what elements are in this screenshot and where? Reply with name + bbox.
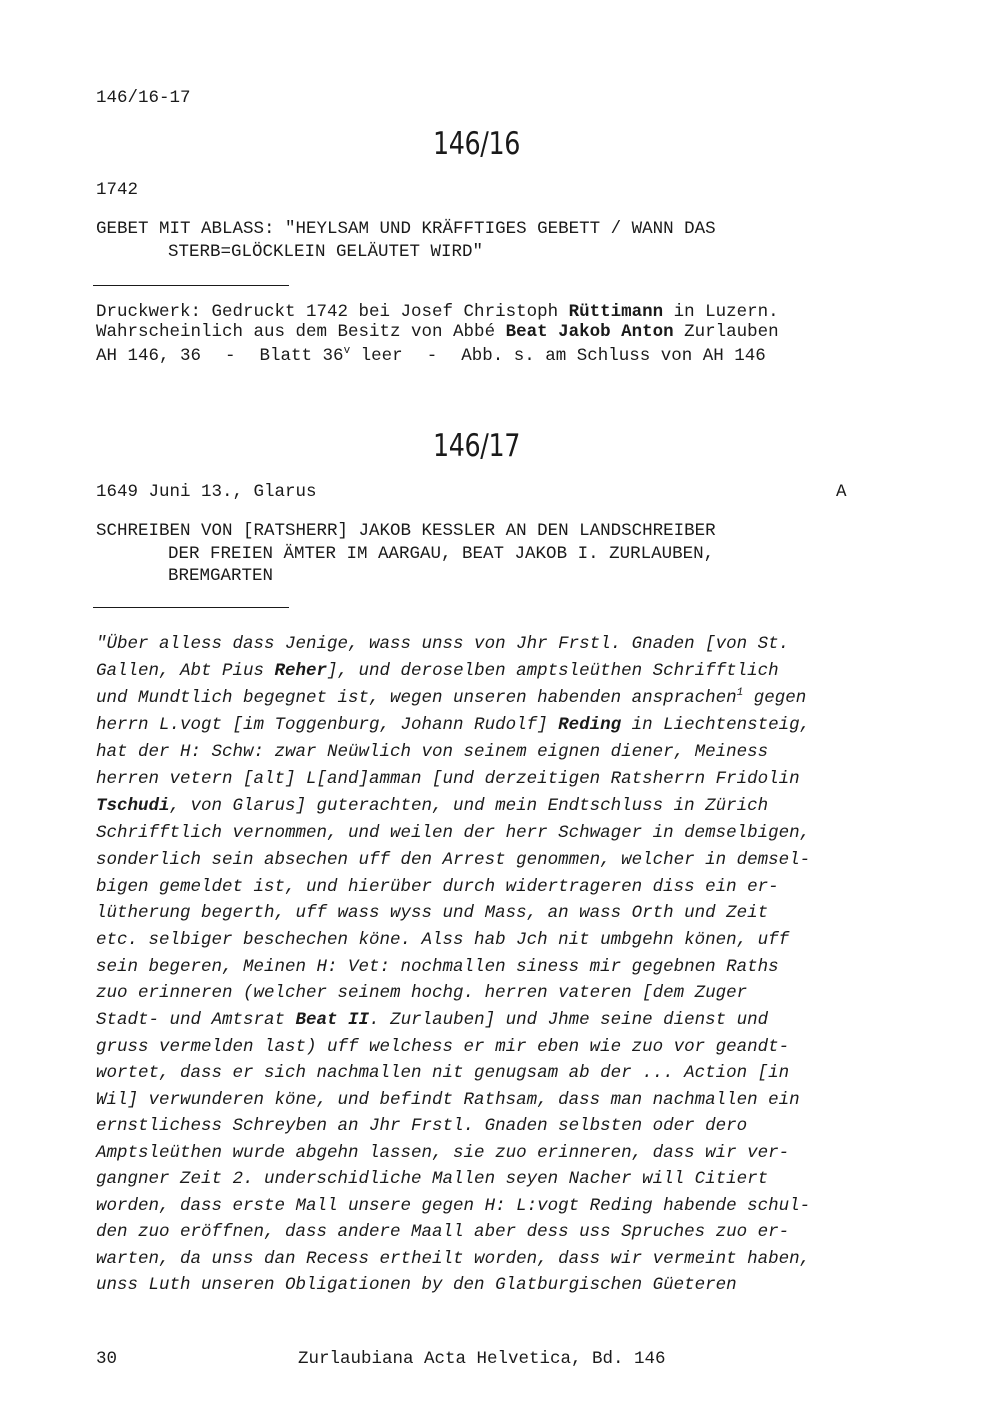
body-line: gruss vermelden last) uff welchess er mir eben wie zuo vor geandt- bbox=[96, 1037, 790, 1057]
body-line: Wil] verwunderen köne, und befindt Rathsam, dass man nachmallen ein bbox=[96, 1090, 800, 1110]
section-divider bbox=[93, 607, 289, 608]
document-date: 1649 Juni 13., Glarus bbox=[96, 482, 317, 502]
body-line: gangner Zeit 2. underschidliche Mallen seyen Nacher will Citiert bbox=[96, 1169, 769, 1189]
body-line: "Über alless dass Jenige, wass unss von Jhr Frstl. Gnaden [von St. bbox=[96, 634, 790, 654]
body-line: worden, dass erste Mall unsere gegen H: L:vogt Reding habende schul- bbox=[96, 1196, 811, 1216]
body-line: den zuo eröffnen, dass andere Maall aber dess uss Spruches zuo er- bbox=[96, 1222, 790, 1242]
body-line: Amptsleüthen wurde abgehn lassen, sie zuo erinneren, dass wir ver- bbox=[96, 1143, 790, 1163]
body-line: ernstlichess Schreyben an Jhr Frstl. Gnaden selbsten oder dero bbox=[96, 1116, 748, 1136]
body-line: und Mundtlich begegnet ist, wegen unseren habenden ansprachen$^1$ gegen bbox=[96, 687, 807, 708]
page-number: 30 bbox=[96, 1349, 118, 1369]
note-line-print: Druckwerk: Gedruckt 1742 bei Josef Christoph Rüttimann in Luzern. bbox=[96, 302, 779, 322]
body-line: Schrifftlich vernommen, und weilen der herr Schwager in demselbigen, bbox=[96, 823, 811, 843]
body-line: unss Luth unseren Obligationen by den Glatburgischen Güeteren bbox=[96, 1275, 737, 1295]
document-number-heading: 146/17 bbox=[433, 428, 520, 464]
body-line: herrn L.vogt [im Toggenburg, Johann Rudolf] Reding in Liechtensteig, bbox=[96, 715, 811, 735]
document-title-line-2: DER FREIEN ÄMTER IM AARGAU, BEAT JAKOB I. ZURLAUBEN, bbox=[168, 544, 715, 564]
body-line: Gallen, Abt Pius Reher], und deroselben amptsleüthen Schrifftlich bbox=[96, 661, 779, 681]
note-line-provenance: Wahrscheinlich aus dem Besitz von Abbé Beat Jakob Anton Zurlauben bbox=[96, 322, 779, 342]
document-title-line-1: GEBET MIT ABLASS: "HEYLSAM UND KRÄFFTIGES GEBETT / WANN DAS bbox=[96, 219, 716, 239]
body-line: zuo erinneren (welcher seinem hochg. herren vateren [dem Zuger bbox=[96, 983, 748, 1003]
body-line: lütherung begerth, uff wass wyss und Mass, an wass Orth und Zeit bbox=[96, 903, 769, 923]
body-line: sonderlich sein absechen uff den Arrest genommen, welcher in demsel- bbox=[96, 850, 811, 870]
document-title-line-1: SCHREIBEN VON [RATSHERR] JAKOB KESSLER AN DEN LANDSCHREIBER bbox=[96, 521, 716, 541]
document-classification: A bbox=[836, 482, 847, 502]
body-line: Stadt- und Amtsrat Beat II. Zurlauben] und Jhme seine dienst und bbox=[96, 1010, 769, 1030]
body-line: etc. selbiger beschechen köne. Alss hab Jch nit umbgehn könen, uff bbox=[96, 930, 790, 950]
body-line: Tschudi, von Glarus] guterachten, und mein Endtschluss in Zürich bbox=[96, 796, 769, 816]
body-line: bigen gemeldet ist, und hierüber durch widertrageren diss ein er- bbox=[96, 877, 779, 897]
document-number-heading: 146/16 bbox=[433, 126, 520, 162]
body-line: herren vetern [alt] L[and]amman [und derzeitigen Ratsherrn Fridolin bbox=[96, 769, 800, 789]
note-line-reference: AH 146, 36 - Blatt 36$^v$ leer - Abb. s. am Schluss von AH 146 bbox=[96, 345, 766, 366]
body-line: hat der H: Schw: zwar Neüwlich von seinem eignen diener, Meiness bbox=[96, 742, 769, 762]
page-reference: 146/16-17 bbox=[96, 88, 191, 108]
body-line: sein begeren, Meinen H: Vet: nochmallen siness mir gegebnen Raths bbox=[96, 957, 779, 977]
body-line: warten, da unss dan Recess ertheilt worden, dass wir vermeint haben, bbox=[96, 1249, 811, 1269]
publication-title: Zurlaubiana Acta Helvetica, Bd. 146 bbox=[298, 1349, 666, 1369]
section-divider bbox=[93, 285, 289, 286]
document-date: 1742 bbox=[96, 180, 139, 200]
body-line: wortet, dass er sich nachmallen nit genugsam ab der ... Action [in bbox=[96, 1063, 790, 1083]
document-title-line-3: BREMGARTEN bbox=[168, 566, 274, 586]
document-title-line-2: STERB=GLÖCKLEIN GELÄUTET WIRD" bbox=[168, 242, 484, 262]
